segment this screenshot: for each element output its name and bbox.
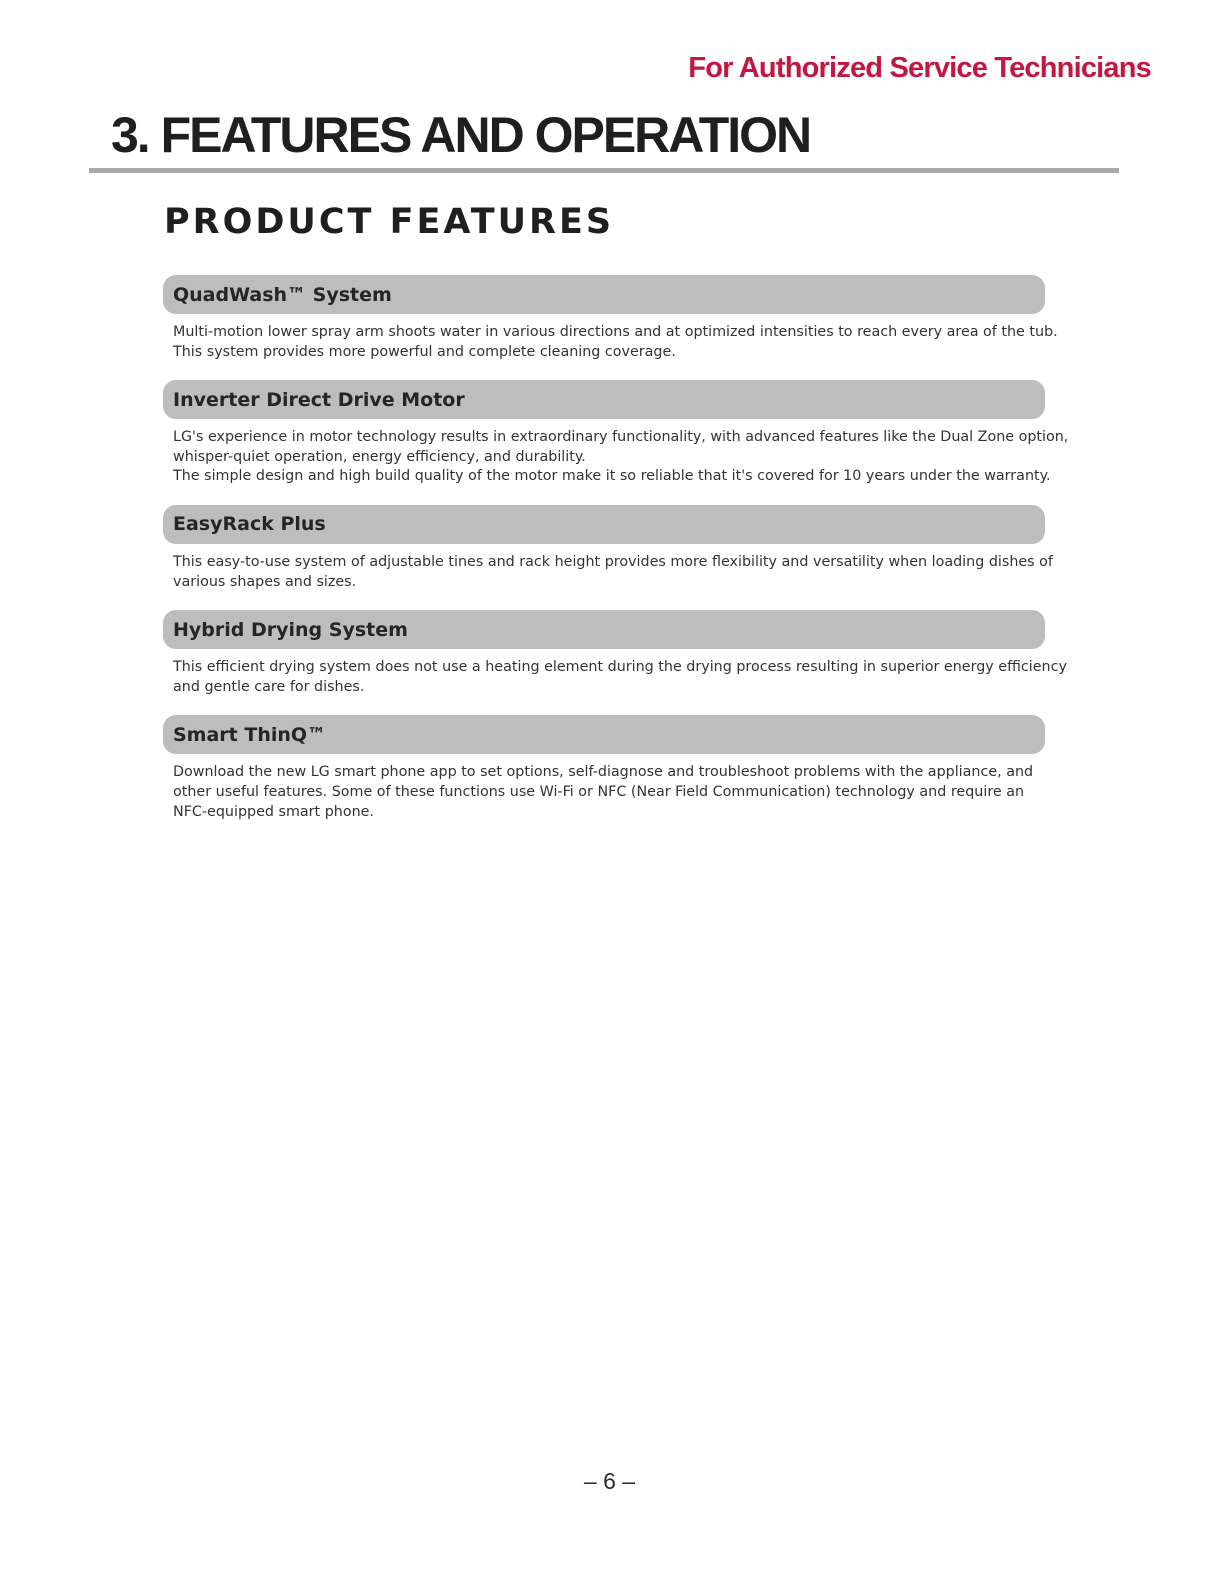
chapter-divider <box>89 168 1119 173</box>
authorized-technicians-banner: For Authorized Service Technicians <box>688 52 1151 84</box>
feature-header <box>163 610 1045 649</box>
page-number: – 6 – <box>583 1468 636 1494</box>
feature-description <box>163 544 1053 592</box>
feature-list <box>163 275 1069 840</box>
section-title: PRODUCT FEATURES <box>164 202 615 242</box>
feature-header <box>163 505 1045 544</box>
feature-header <box>163 380 1045 419</box>
chapter-title: 3. FEATURES AND OPERATION <box>111 107 811 163</box>
feature-name: Smart ThinQ™ <box>173 723 327 746</box>
feature-description <box>163 754 1045 822</box>
feature-header <box>163 715 1045 754</box>
feature-description-line: This easy-to-use system of adjustable tines and rack height provides more flexibility and versatility when loading dishes of <box>173 553 1053 570</box>
feature-name: EasyRack Plus <box>173 513 326 536</box>
feature-name: QuadWash™ System <box>173 283 392 306</box>
feature-inverter-direct-drive-motor <box>163 380 1069 487</box>
feature-hybrid-drying-system <box>163 610 1067 697</box>
feature-description-line: Download the new LG smart phone app to set options, self-diagnose and troubleshoot problems with the appliance, and <box>173 764 1034 781</box>
feature-name: Hybrid Drying System <box>173 618 408 641</box>
feature-description-line: various shapes and sizes. <box>173 573 357 590</box>
feature-quadwash <box>163 275 1058 362</box>
feature-description-line: LG's experience in motor technology results in extraordinary functionality, with advanced features like the Dual Zone option, <box>173 429 1069 446</box>
feature-description-line: Multi-motion lower spray arm shoots water in various directions and at optimized intensities to reach every area of the tub. <box>173 324 1058 340</box>
feature-description-line: This efficient drying system does not use a heating element during the drying process resulting in superior energy efficiency <box>173 659 1067 676</box>
feature-description <box>163 314 1058 362</box>
feature-header <box>163 275 1045 314</box>
feature-description-line: The simple design and high build quality of the motor make it so reliable that it's covered for 10 years under the warranty. <box>173 468 1051 485</box>
feature-smart-thinq <box>163 715 1045 822</box>
feature-description-line: and gentle care for dishes. <box>173 678 365 695</box>
feature-description-line: This system provides more powerful and complete cleaning coverage. <box>173 343 676 360</box>
feature-description-line: other useful features. Some of these functions use Wi-Fi or NFC (Near Field Communication) technology and require an <box>173 783 1025 800</box>
feature-easyrack-plus <box>163 505 1053 592</box>
feature-name: Inverter Direct Drive Motor <box>173 388 465 411</box>
feature-description-line: NFC-equipped smart phone. <box>173 803 374 820</box>
feature-description <box>163 649 1067 697</box>
feature-description <box>163 419 1069 487</box>
feature-description-line: whisper-quiet operation, energy efficiency, and durability. <box>173 448 586 465</box>
